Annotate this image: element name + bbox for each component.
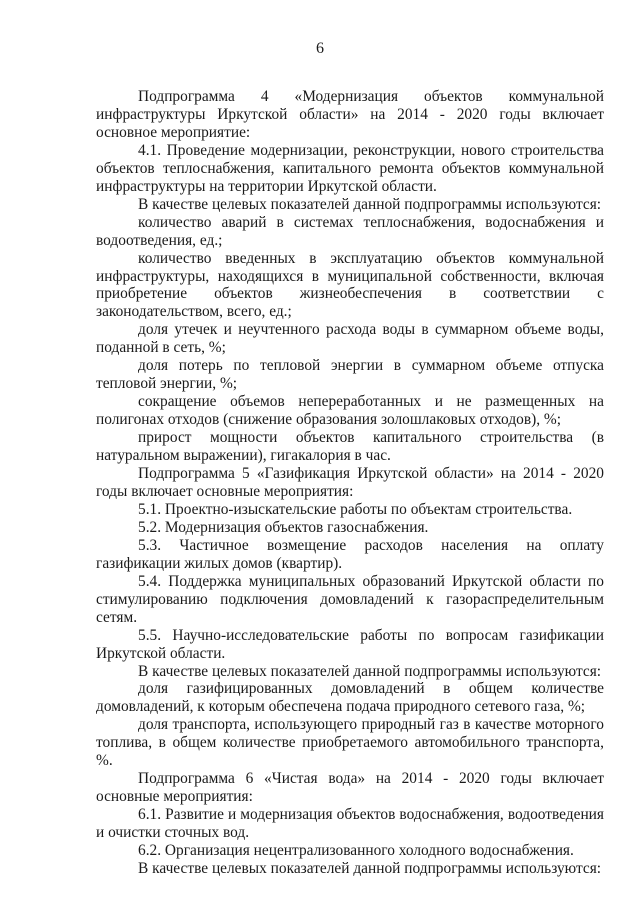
page-number: 6	[316, 40, 324, 57]
paragraph-subprogram-5-intro: Подпрограмма 5 «Газификация Иркутской области» на 2014 - 2020 годы включает основные мероприятия:	[96, 465, 604, 500]
paragraph-measure-6-2: 6.2. Организация нецентрализованного холодного водоснабжения.	[138, 842, 574, 860]
paragraph-measure-4-1: 4.1. Проведение модернизации, реконструкции, нового строительства объектов теплоснабжения, капитального ремонта объектов коммунальной инфраструктуры на территории Иркутской области.	[96, 141, 604, 195]
paragraph-indicator: доля утечек и неучтенного расхода воды в суммарном объеме воды, поданной в сеть, %;	[96, 321, 604, 357]
paragraph-indicators-heading: В качестве целевых показателей данной подпрограммы используются:	[138, 662, 602, 680]
document-body	[96, 88, 604, 878]
paragraph-measure-5-1: 5.1. Проектно-изыскательские работы по объектам строительства.	[138, 500, 573, 518]
paragraph-indicator: сокращение объемов непереработанных и не размещенных на полигонах отходов (снижение образования золошлаковых отходов), %;	[96, 393, 604, 429]
paragraph-indicator: доля газифицированных домовладений в общем количестве домовладений, к которым обеспечена подача природного сетевого газа, %;	[96, 680, 604, 716]
paragraph-indicator: прирост мощности объектов капитального строительства (в натуральном выражении), гигакалория в час.	[96, 429, 604, 465]
paragraph-indicator: доля потерь по тепловой энергии в суммарном объеме отпуска тепловой энергии, %;	[96, 357, 604, 393]
paragraph-measure-5-2: 5.2. Модернизация объектов газоснабжения.	[138, 518, 429, 536]
paragraph-measure-5-5: 5.5. Научно-исследовательские работы по вопросам газификации Иркутской области.	[96, 626, 604, 662]
paragraph-indicators-heading: В качестве целевых показателей данной подпрограммы используются:	[138, 195, 602, 213]
paragraph-measure-6-1: 6.1. Развитие и модернизация объектов водоснабжения, водоотведения и очистки сточных вод.	[96, 806, 604, 842]
paragraph-indicator: количество введенных в эксплуатацию объектов коммунальной инфраструктуры, находящихся в муниципальной собственности, включая приобретение объектов жизнеобеспечения в соответствии с законодательством, всего, ед.;	[96, 249, 604, 321]
paragraph-indicators-heading: В качестве целевых показателей данной подпрограммы используются:	[138, 859, 602, 877]
paragraph-indicator: количество аварий в системах теплоснабжения, водоснабжения и водоотведения, ед.;	[96, 213, 604, 249]
paragraph-measure-5-3: 5.3. Частичное возмещение расходов населения на оплату газификации жилых домов (квартир).	[96, 536, 604, 572]
paragraph-indicator: доля транспорта, использующего природный газ в качестве моторного топлива, в общем количестве приобретаемого автомобильного транспорта, %.	[96, 716, 604, 770]
paragraph-subprogram-4-intro: Подпрограмма 4 «Модернизация объектов коммунальной инфраструктуры Иркутской области» на 2014 - 2020 годы включает основное мероприятие:	[96, 88, 604, 141]
paragraph-measure-5-4: 5.4. Поддержка муниципальных образований Иркутской области по стимулированию подключения домовладений к газораспределительным сетям.	[96, 572, 604, 626]
paragraph-subprogram-6-intro: Подпрограмма 6 «Чистая вода» на 2014 - 2020 годы включает основные мероприятия:	[96, 770, 604, 806]
